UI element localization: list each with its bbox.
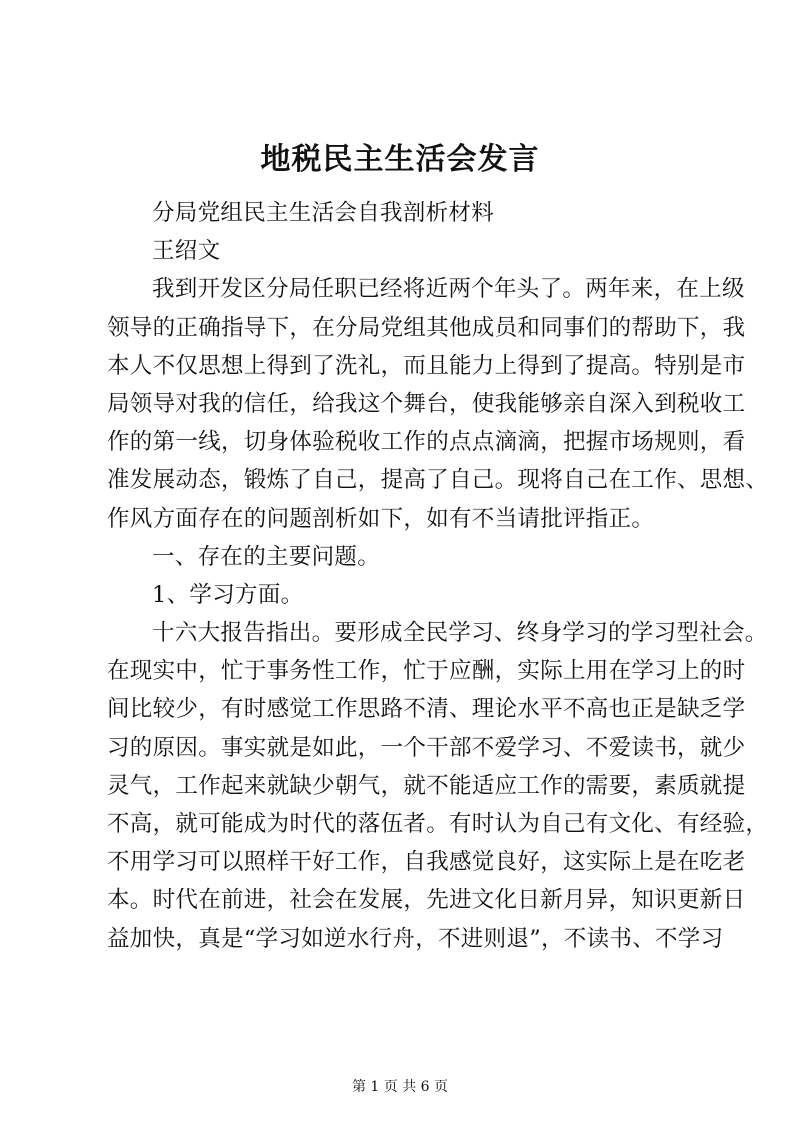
paragraph-line: 本。时代在前进，社会在发展，先进文化日新月异，知识更新日 bbox=[107, 887, 746, 914]
paragraph-line: 灵气，工作起来就缺少朝气，就不能适应工作的需要，素质就提 bbox=[107, 772, 746, 799]
section-heading: 一、存在的主要问题。 bbox=[152, 543, 381, 570]
paragraph-line: 不高，就可能成为时代的落伍者。有时认为自己有文化、有经验， bbox=[107, 811, 769, 837]
paragraph-line: 作的第一线，切身体验税收工作的点点滴滴，把握市场规则，看 bbox=[107, 429, 746, 456]
paragraph-line: 习的原因。事实就是如此，一个干部不爱学习、不爱读书，就少 bbox=[107, 734, 746, 761]
document-body bbox=[107, 194, 769, 958]
paragraph-line: 本人不仅思想上得到了洗礼，而且能力上得到了提高。特别是市 bbox=[107, 352, 746, 379]
paragraph-line: 十六大报告指出。要形成全民学习、终身学习的学习型社会。 bbox=[152, 620, 768, 647]
paragraph-line: 我到开发区分局任职已经将近两个年头了。两年来，在上级 bbox=[152, 276, 745, 303]
subtitle-line: 分局党组民主生活会自我剖析材料 bbox=[152, 200, 495, 226]
paragraph-line: 准发展动态，锻炼了自己，提高了自己。现将自己在工作、思想、 bbox=[107, 467, 769, 494]
paragraph-line: 局领导对我的信任，给我这个舞台，使我能够亲自深入到税收工 bbox=[107, 390, 746, 417]
paragraph-line: 作风方面存在的问题剖析如下，如有不当请批评指正。 bbox=[107, 505, 655, 532]
paragraph-line: 不用学习可以照样干好工作，自我感觉良好，这实际上是在吃老 bbox=[107, 849, 746, 876]
document-title: 地税民主生活会发言 bbox=[260, 142, 540, 177]
paragraph-line: 领导的正确指导下，在分局党组其他成员和同事们的帮助下，我 bbox=[107, 314, 746, 341]
author-line: 王绍文 bbox=[152, 238, 221, 265]
subsection-heading: 1、学习方面。 bbox=[152, 581, 304, 608]
paragraph-line: 间比较少，有时感觉工作思路不清、理论水平不高也正是缺乏学 bbox=[107, 696, 746, 723]
paragraph-line: 益加快，真是“学习如逆水行舟，不进则退”，不读书、不学习 bbox=[107, 925, 724, 952]
paragraph-line: 在现实中，忙于事务性工作，忙于应酬，实际上用在学习上的时 bbox=[107, 658, 746, 685]
page-number-footer: 第 1 页 共 6 页 bbox=[351, 1079, 449, 1095]
